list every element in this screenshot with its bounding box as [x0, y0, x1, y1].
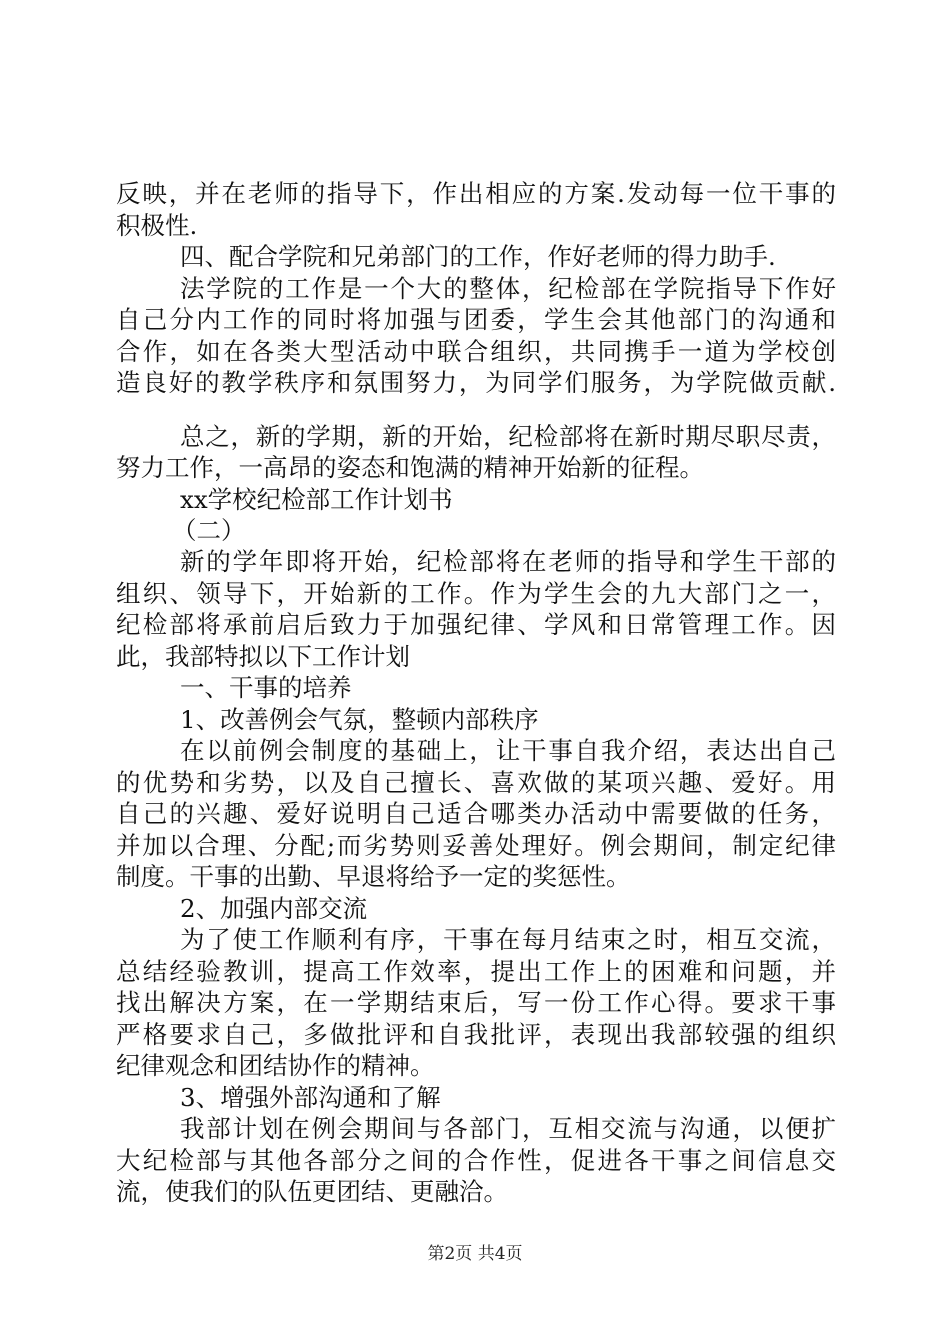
text-line: 流，使我们的队伍更团结、更融洽。: [116, 1177, 508, 1206]
subsection-heading: 1、改善例会气氛，整顿内部秩序: [180, 705, 539, 734]
text-line: 此，我部特拟以下工作计划: [116, 642, 410, 671]
subsection-heading: 3、增强外部沟通和了解: [180, 1083, 441, 1112]
text-line: 为了使工作顺利有序，干事在每月结束之时，相互交流，: [180, 925, 836, 954]
text-line: 大纪检部与其他各部分之间的合作性，促进各干事之间信息交: [116, 1146, 836, 1175]
text-line: 总之，新的学期，新的开始，纪检部将在新时期尽职尽责，: [180, 422, 836, 451]
section-heading: 一、干事的培养: [180, 673, 352, 702]
text-line: 制度。干事的出勤、早退将给予一定的奖惩性。: [116, 862, 631, 891]
text-line: 纪检部将承前启后致力于加强纪律、学风和日常管理工作。因: [116, 610, 836, 639]
text-line: 合作，如在各类大型活动中联合组织，共同携手一道为学校创: [116, 337, 836, 366]
section-heading: 四、配合学院和兄弟部门的工作，作好老师的得力助手.: [180, 242, 776, 271]
text-line: 并加以合理、分配;而劣势则妥善处理好。例会期间，制定纪律: [116, 831, 836, 860]
text-line: 总结经验教训，提高工作效率，提出工作上的困难和问题，并: [116, 957, 836, 986]
text-line: 自己的兴趣、爱好说明自己适合哪类办活动中需要做的任务，: [116, 799, 836, 828]
text-line: 法学院的工作是一个大的整体，纪检部在学院指导下作好: [180, 274, 836, 303]
page-footer: 第2页 共4页: [427, 1244, 523, 1264]
text-line: 的优势和劣势，以及自己擅长、喜欢做的某项兴趣、爱好。用: [116, 768, 836, 797]
text-line: 组织、领导下，开始新的工作。作为学生会的九大部门之一，: [116, 579, 836, 608]
text-line: 新的学年即将开始，纪检部将在老师的指导和学生干部的: [180, 547, 836, 576]
text-line: 努力工作，一高昂的姿态和饱满的精神开始新的征程。: [116, 453, 704, 482]
text-line: 找出解决方案，在一学期结束后，写一份工作心得。要求干事: [116, 988, 836, 1017]
text-line: 造良好的教学秩序和氛围努力，为同学们服务，为学院做贡献.: [116, 368, 836, 397]
text-line: 纪律观念和团结协作的精神。: [116, 1051, 435, 1080]
document-title: xx学校纪检部工作计划书: [180, 485, 453, 514]
text-line: 反映，并在老师的指导下，作出相应的方案.发动每一位干事的: [116, 179, 836, 208]
part-number: （二）: [172, 516, 246, 545]
subsection-heading: 2、加强内部交流: [180, 894, 368, 923]
text-line: 积极性.: [116, 211, 198, 240]
text-line: 严格要求自己，多做批评和自我批评，表现出我部较强的组织: [116, 1020, 836, 1049]
text-line: 自己分内工作的同时将加强与团委，学生会其他部门的沟通和: [116, 305, 836, 334]
text-line: 在以前例会制度的基础上，让干事自我介绍，表达出自己: [180, 736, 836, 765]
text-line: 我部计划在例会期间与各部门，互相交流与沟通，以便扩: [180, 1114, 836, 1143]
